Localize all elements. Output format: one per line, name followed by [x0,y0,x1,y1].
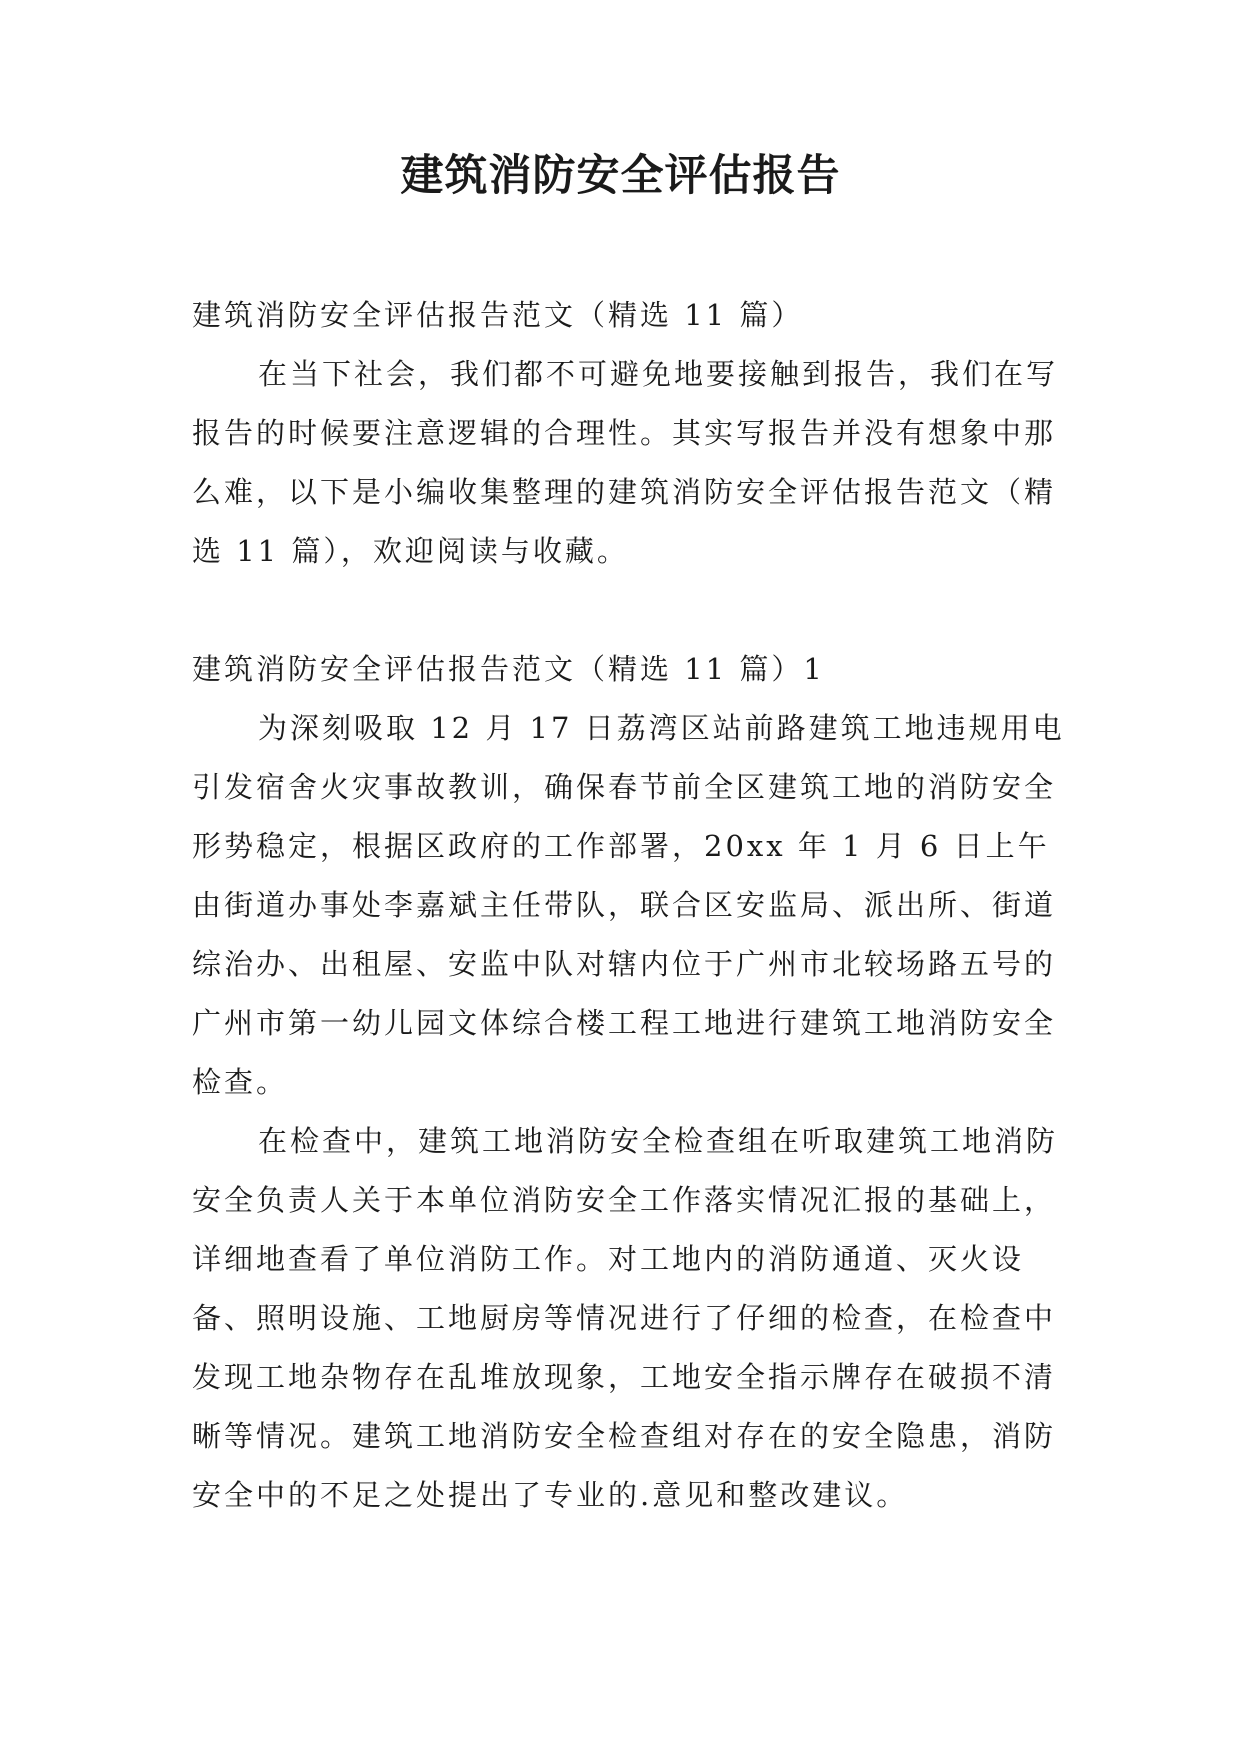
section-heading: 建筑消防安全评估报告范文（精选 11 篇）1 [192,652,825,686]
section-paragraph-1: 为深刻吸取 12 月 17 日荔湾区站前路建筑工地违规用电引发宿舍火灾事故教训，确保春节前全区建筑工地的消防安全形势稳定，根据区政府的工作部署，20xx 年 1 月 6 日上午由街道办事处李嘉斌主任带队，联合区安监局、派出所、街道综治办、出租屋、安监中队对辖内位于广州市北较场路五号的广州市第一幼儿园文体综合楼工程工地进行建筑工地消防安全检查。 [192,711,1065,1099]
document-body [192,286,1068,1525]
document-title: 建筑消防安全评估报告 [400,151,841,201]
section-paragraph-2: 在检查中，建筑工地消防安全检查组在听取建筑工地消防安全负责人关于本单位消防安全工作落实情况汇报的基础上，详细地查看了单位消防工作。对工地内的消防通道、灭火设备、照明设施、工地厨房等情况进行了仔细的检查，在检查中发现工地杂物存在乱堆放现象，工地安全指示牌存在破损不清晰等情况。建筑工地消防安全检查组对存在的安全隐患，消防安全中的不足之处提出了专业的.意见和整改建议。 [192,1124,1059,1512]
document-subtitle: 建筑消防安全评估报告范文（精选 11 篇） [192,298,804,332]
intro-paragraph: 在当下社会，我们都不可避免地要接触到报告，我们在写报告的时候要注意逻辑的合理性。其实写报告并没有想象中那么难，以下是小编收集整理的建筑消防安全评估报告范文（精选 11 篇），欢迎阅读与收藏。 [192,357,1059,568]
paragraph-spacer [192,581,1068,640]
